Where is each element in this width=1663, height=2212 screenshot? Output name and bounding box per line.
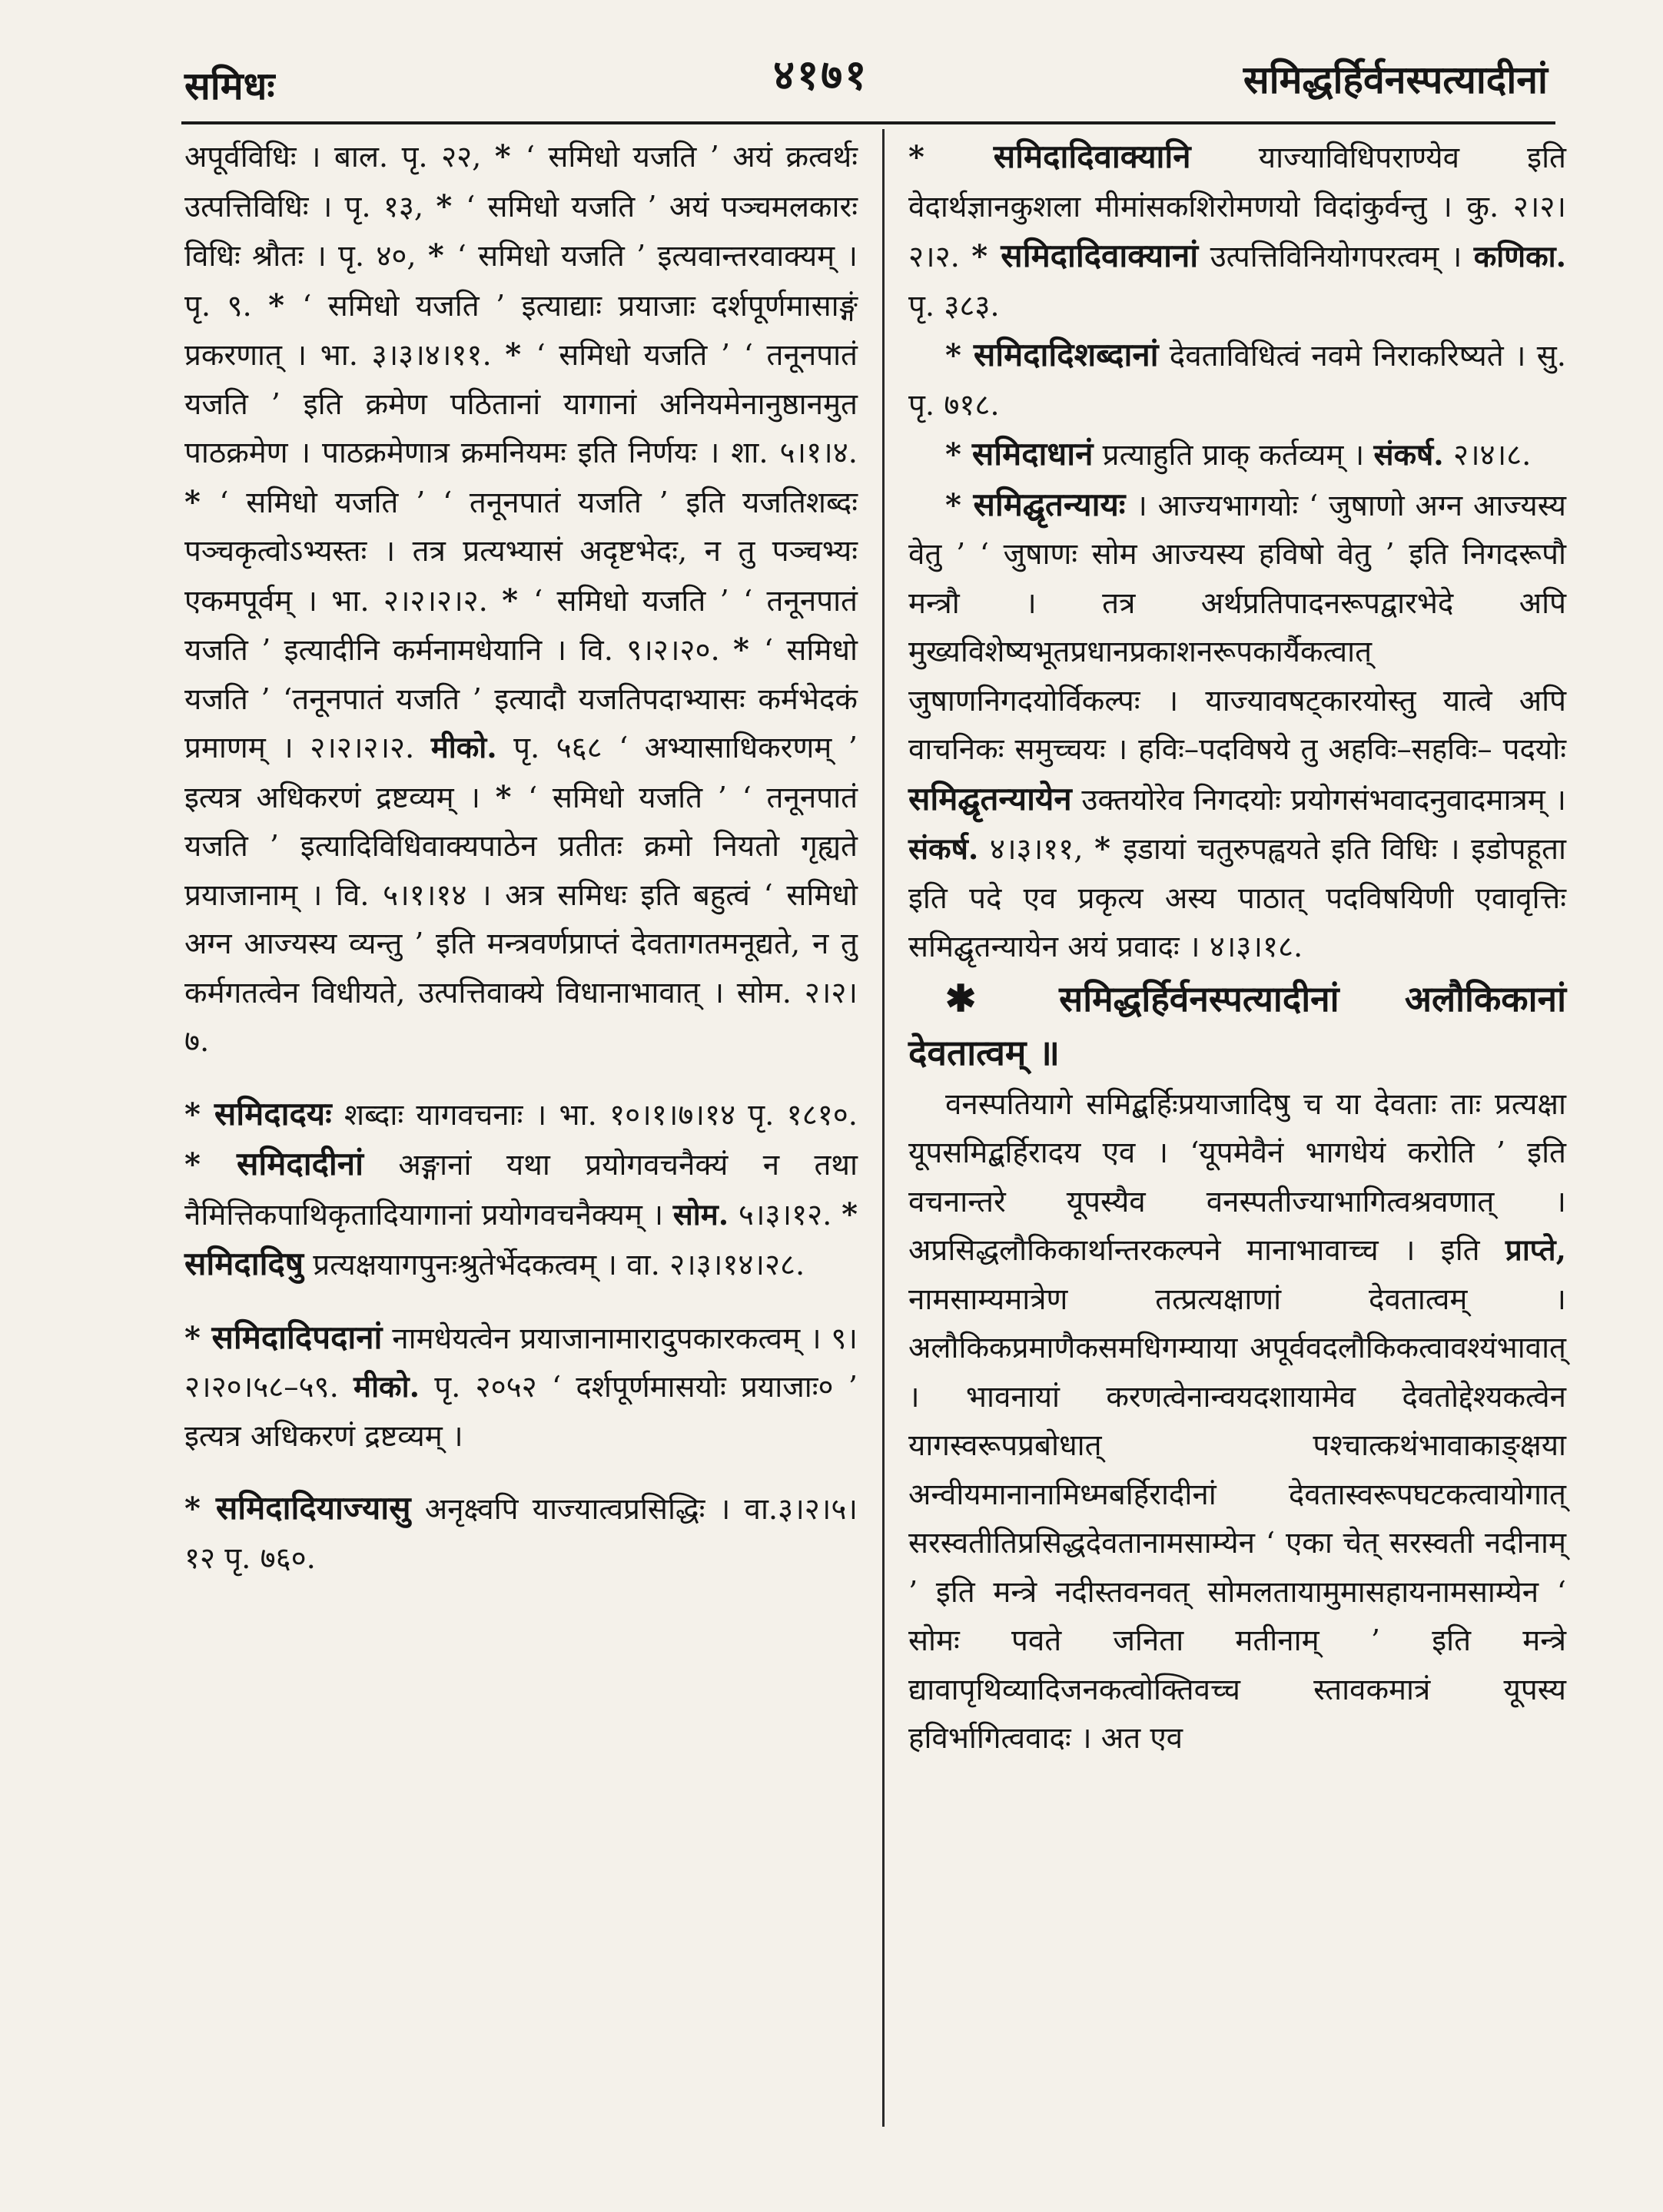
entry-marker: * <box>184 1096 214 1133</box>
right-column-paragraph <box>908 330 1566 429</box>
entry-text: वनस्पतियागे समिद्बर्हिःप्रयाजादिषु च या देवताः ताः प्रत्यक्षा यूपसमिद्बर्हिरादय एव । ‘यूपमेवैनं भागधेयं करोति ’ इति वचनान्तरे यूपस्यैव वनस्पतीज्याभागित्वश्रवणात् । अप्रसिद्धलौकिकार्थान्तरकल्पने मानाभावाच्च । इति <box>908 1086 1566 1268</box>
headword: समिदादिवाक्यानि <box>993 138 1191 175</box>
entry-marker: * <box>184 1319 212 1356</box>
entry-text: नामधेयत्वेन प्रयाजानामारादुपकारकत्वम् । ९।२।२०।५८–५९. <box>184 1321 858 1404</box>
entry-text: मीको. <box>354 1370 420 1404</box>
entry-text: प्राप्ते, <box>1505 1233 1566 1268</box>
entry-text: उत्पत्तिविनियोगपरत्वम् । <box>1198 240 1474 274</box>
left-column-paragraph <box>184 1089 858 1290</box>
left-column-paragraph <box>184 1484 858 1583</box>
entry-text: कणिका. <box>1473 240 1567 274</box>
entry-marker: * <box>184 1491 216 1527</box>
column-divider <box>882 129 885 2127</box>
headword: समिदादयः <box>214 1094 332 1133</box>
running-head <box>181 28 1548 112</box>
entry-marker: * <box>908 139 994 175</box>
entry-marker: * <box>427 237 457 274</box>
entry-text: प्रत्याहुति प्राक् कर्तव्यम् । <box>1093 438 1374 473</box>
entry-marker: * <box>505 337 536 373</box>
entry-marker: * <box>732 632 764 668</box>
entry-text: पृ. ५६८ ‘ अभ्यासाधिकरणम् ’ इत्यत्र अधिकरणं द्रष्टव्यम् । <box>184 731 858 815</box>
entry-text: अङ्गानां यथा प्रयोगवचनैक्यं न तथा नैमित्तिकपाथिकृतादियागानां प्रयोगवचनैक्यम् । <box>184 1148 858 1232</box>
headword: समिदाधानं <box>971 435 1094 473</box>
entry-text: । आज्यभागयोः ‘ जुषाणो अग्न आज्यस्य वेतु ’ ‘ जुषाणः सोम आज्यस्य हविषो वेतु ’ इति निगदरूपौ मन्त्रौ । तत्र अर्थप्रतिपादनरूपद्वारभेदे अपि मुख्यविशेष्यभूतप्रधानप्रकाशनरूपकार्यैकत्वात् जुषाणनिगदयोर्विकल्पः । याज्यावषट्कारयोस्तु यात्वे अपि वाचनिकः समुच्चयः । हविः–पदविषये तु अहविः–सहविः– पदयोः <box>908 488 1567 767</box>
left-column-paragraph <box>184 1313 858 1461</box>
headword: समिदादीनां <box>237 1145 363 1182</box>
entry-text: नामसाम्यमात्रेण तत्प्रत्यक्षाणां देवतात्वम् । अलौकिकप्रमाणैकसमधिगम्याया अपूर्ववदलौकिकत्वावश्यंभावात् । भावनायां करणत्वेनान्वयदशायामेव देवतोद्देश्यकत्वेन यागस्वरूपप्रबोधात् पश्चात्कथंभावाकाङ्क्षया अन्वीयमानानामिध्मबर्हिरादीनां देवतास्वरूपघटकत्वायोगात् सरस्वतीतिप्रसिद्धदेवतानामसाम्येन ‘ एका चेत् सरस्वती नदीनाम् ’ इति मन्त्रे नदीस्तवनवत् सोमलतायामुमासहायनामसाम्येन ‘ सोमः पवते जनिता मतीनाम् ’ इति मन्त्रे द्यावापृथिव्यादिजनकत्वोक्तिवच्च स्तावकमात्रं यूपस्य हविर्भागित्ववादः । अत एव <box>908 1282 1566 1756</box>
entry-marker: * <box>184 1146 237 1182</box>
entry-text: प्रत्यक्षयागपुनःश्रुतेर्भेदकत्वम् । वा. २।३।१४।२८. <box>304 1248 805 1282</box>
headword: समिदादिषु <box>184 1245 304 1282</box>
entry-marker: * <box>971 238 1001 274</box>
entry-marker: * <box>945 436 972 473</box>
entry-text: ५।३।१२. <box>729 1197 842 1232</box>
right-column-paragraph <box>908 480 1566 972</box>
header-left-catchword: समिधः <box>184 63 275 108</box>
entry-marker: * <box>945 337 974 373</box>
headword: समिद्घृतन्यायः <box>973 485 1126 523</box>
entry-text: ‘ समिधो यजति ’ ‘ तनूनपातं यजति ’ इति यजतिशब्दः पञ्चकृत्वोऽभ्यस्तः । तत्र प्रत्यभ्यासं अदृष्टभेदः, न तु पञ्चभ्यः एकमपूर्वम् । भा. २।२।२।२. <box>184 485 858 618</box>
headword: समिद्घृतन्यायेन <box>908 779 1072 817</box>
entry-text: ‘ समिधो यजति ’ ‘ तनूनपातं यजति ’ इत्यादीनि कर्मनामधेयानि । वि. ९।२।२०. <box>184 583 858 668</box>
entry-text: ‘ समिधो यजति ’ इत्याद्याः प्रयाजाः दर्शपूर्णमासाङ्गं प्रकरणात् । भा. ३।३।४।११. <box>184 288 858 373</box>
header-right-catchword: समिद्धर्हिर्वनस्पत्यादीनां <box>1243 57 1548 102</box>
entry-marker: * <box>494 138 526 174</box>
right-column-paragraph <box>908 429 1566 480</box>
entry-text: उक्तयोरेव निगदयोः प्रयोगसंभवादनुवादमात्रम् । <box>1071 782 1566 817</box>
entry-text: अपूर्वविधिः । बाल. पृ. २२, <box>184 140 495 174</box>
entry-text: अनृक्ष्वपि याज्यात्वप्रसिद्धिः । वा.३।२।५।१२ पृ. ७६०. <box>184 1492 858 1576</box>
entry-marker: * <box>184 483 220 520</box>
entry-text: २।४।८. <box>1443 438 1532 473</box>
right-column-paragraph <box>908 1080 1566 1763</box>
entry-text: याज्याविधिपराण्येव इति वेदार्थज्ञानकुशला मीमांसकशिरोमणयो विदांकुर्वन्तु । कु. २।२।२।२. <box>908 141 1566 274</box>
entry-text: संकर्ष. <box>908 832 979 867</box>
entry-text: ‘ समिधो यजति ’ ‘ तनूनपातं यजति ’ इत्यादिविधिवाक्यपाठेन प्रतीतः क्रमो नियतो गृह्यते प्रयाजानाम् । वि. ५।१।१४ । अत्र समिधः इति बहुत्वं ‘ समिधो अग्न आज्यस्य व्यन्तु ’ इति मन्त्रवर्णप्राप्तं देवतागतमनूद्यते, न तु कर्मगतत्वेन विधीयते, उत्पत्तिवाक्ये विधानाभावात् । सोम. २।२।७. <box>184 780 858 1059</box>
entry-marker: * <box>841 1196 858 1232</box>
entry-text: संकर्ष. <box>1373 438 1444 473</box>
left-column <box>184 132 858 1583</box>
right-column-paragraph <box>908 972 1566 1080</box>
headword: समिदादिपदानां <box>211 1318 383 1356</box>
entry-marker: * <box>268 287 303 323</box>
entry-text: पृ. ३८३. <box>908 288 1000 323</box>
headword: समिदादिवाक्यानां <box>1001 237 1199 274</box>
left-column-paragraph <box>184 132 858 1066</box>
entry-text: मीको. <box>430 731 497 765</box>
entry-text: इडायां चतुरुपह्वयते इति विधिः । इडोपहूता इति पदे एव प्रकृत्य अस्य पाठात् पदविषयिणी एवावृत्तिः समिद्घृतन्यायेन अयं प्रवादः । ४।३।१८. <box>908 832 1566 964</box>
entry-text: सोम. <box>672 1197 729 1232</box>
entry-marker: * <box>1094 831 1124 867</box>
entry-text: देवताविधित्वं नवमे निराकरिष्यते । सु. पृ. ७१८. <box>908 339 1567 423</box>
entry-text: ‘ समिधो यजति ’ ‘तनूनपातं यजति ’ इत्यादौ यजतिपदाभ्यासः कर्मभेदकं प्रमाणम् । २।२।२।२. <box>184 633 858 765</box>
entry-text: ४।३।११, <box>978 832 1095 867</box>
entry-marker: * <box>436 187 466 224</box>
entry-text: समिद्धर्हिर्वनस्पत्यादीनां अलौकिकानां देवतात्वम् ॥ <box>908 977 1566 1073</box>
entry-text: ✱ <box>945 977 1043 1020</box>
headword: समिदादिशब्दानां <box>973 336 1159 373</box>
right-column <box>908 132 1566 1763</box>
entry-marker: * <box>495 778 528 815</box>
entry-marker: * <box>502 582 534 618</box>
page-number: ४१७१ <box>773 50 869 99</box>
entry-text: ‘ समिधो यजति ’ इत्यवान्तरवाक्यम् । पृ. ९. <box>184 239 858 323</box>
right-column-paragraph <box>908 132 1566 330</box>
entry-text: ‘ समिधो यजति ’ अयं क्रत्वर्थः उत्पत्तिविधिः । पृ. १३, <box>184 140 858 224</box>
entry-text: ‘ समिधो यजति ’ ‘ तनूनपातं यजति ’ इति क्रमेण पठितानां यागानां अनियमेनानुष्ठानमुत पाठक्रमेण । पाठक्रमेणात्र क्रमनियमः इति निर्णयः । शा. ५।१।४. <box>184 338 858 470</box>
header-rule <box>181 121 1555 124</box>
headword: समिदादियाज्यासु <box>215 1489 411 1527</box>
entry-text: ‘ समिधो यजति ’ अयं पञ्चमलकारः विधिः श्रौतः । पृ. ४०, <box>184 189 858 274</box>
entry-text: शब्दाः यागवचनाः । भा. १०।१।७।१४ पृ. १८१०. <box>331 1097 858 1133</box>
entry-text: पृ. २०५२ ‘ दर्शपूर्णमासयोः प्रयाजाः० ’ इत्यत्र अधिकरणं द्रष्टव्यम् । <box>184 1370 858 1454</box>
entry-marker: * <box>945 486 974 523</box>
